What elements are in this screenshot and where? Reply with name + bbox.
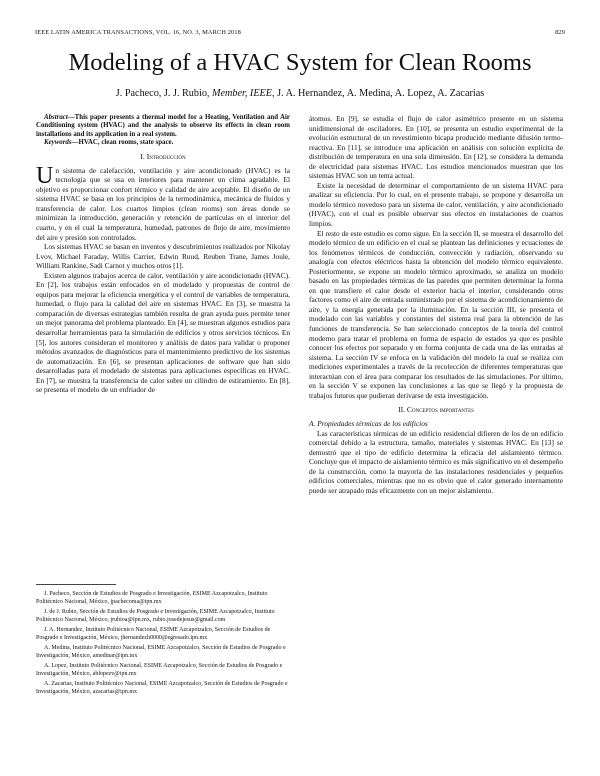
intro-paragraph-5: Existe la necesidad de determinar el comportamiento de un sistema HVAC para analizar su eficiencia. Por lo cual, en el presente trabajo, se propone y desarrolla un modelo térmico novedoso para un sistema de calor, ventilación, y aire acondicionado (HVAC), con el cual es posible observar sus efectos en instalaciones de cuartos limpios.: [309, 180, 563, 229]
footnote: A. Medina, Instituto Politécnico Nacional, ESIME Azcapotzalco, Sección de Estudios de Posgrado e Investigación, México, amedinar@ipn.mx: [36, 644, 286, 660]
intro-paragraph-3: Existen algunos trabajos acerca de calor, ventilación y aire acondicionado (HVAC). En [2], los trabajos están enfocados en el modelado y propuestas de control de equipos para mejorar la eficiencia energética y el control de variables de temperatura, humedad, o flujo para la calidad del aire en sistemas HVAC. En [3], se muestra la comparación de diversas estrategias también resulta de gran ayuda pues permite tener un mejor panorama del problema planteado. En [4], se muestran algunos estudios para desarrollar herramientas para la simulación de edificios y otros servicios técnicos. En [5], los autores consideran el monitoreo y análisis de datos para validar o proponer métodos avanzados de diagnósticos para el mantenimiento predictivo de los sistemas de automatización. En [6], se presentan aplicaciones de software que han sido desarrolladas para el modelado de sistemas para aplicaciones específicas en HVAC. En [7], se muestra la transferencia de calor sobre un cilindro de estiramiento. En [8], se presenta el modelo de un enfriador de: [36, 270, 290, 395]
section-heading-introduction: I. Introducción: [140, 152, 186, 162]
footnote: J. de J. Rubio, Sección de Estudios de Posgrado e Investigación, ESIME Azcapotzalco, Instituto Politécnico Nacional, México, jrubioa@ipn.mx, rubio.josedejesus@gmail.com: [36, 608, 275, 624]
author-membership: Member, IEEE: [212, 88, 272, 99]
paper-title: Modeling of a HVAC System for Clean Rooms: [68, 49, 532, 76]
keywords-text: —HVAC, clean rooms, state space.: [71, 138, 174, 146]
keywords: [36, 139, 290, 147]
subsection-heading-thermal-properties: A. Propiedades térmicas de los edificios: [309, 418, 428, 428]
footnote: A. Zacarias, Instituto Politécnico Nacional, ESIME Azcapotzalco, Sección de Estudios de Posgrado e Investigación, México, azacarias@ipn.mx: [36, 680, 288, 695]
footnote: J. A. Hernandez, Instituto Politécnico Nacional, ESIME Azcapotzalco, Sección de Estudios de Posgrado e Investigación, México, jhernandezh0000@egresado.ipn.mx: [36, 626, 271, 642]
author-names-rest: , J. A. Hernandez, A. Medina, A. Lopez, A. Zacarias: [272, 88, 485, 99]
journal-name: IEEE LATIN AMERICA TRANSACTIONS, VOL. 16, NO. 3, MARCH 2018: [35, 29, 241, 36]
footnote: J. Pacheco, Sección de Estudios de Posgrado e Investigación, ESIME Azcapotzalco, Instituto Politécnico Nacional, México, jpachecoma@ipn.mx: [36, 591, 268, 606]
concepts-paragraph-1: Las características térmicas de un edificio residencial difieren de los de un edificio comercial debido a la estructura, tamaño, materiales y sistemas HVAC. En [13] se demostró que el tipo de edificio determina la eficacia del aislamiento térmico. Concluye que el impacto de aislamiento térmico es más significativo en el desempeño de la construcción, como la mayoría de las instalaciones residenciales y pequeños edificios comerciales, mientras que no es obvio que el calor generado internamente puede ser atrapado más eficazmente con un mejor aislamiento.: [309, 428, 563, 495]
intro-paragraph-4: átomos. En [9], se estudia el flujo de calor asimétrico presente en un sistema unidimensional de osciladores. En [10], se presenta un estudio experimental de la evolución estructural de un revestimiento bicapa producido mediante difusión termo-reactiva. En [11], se introduce una aplicación en análisis con solución explícita de distribución de temperatura en una sola dimensión. En [12], se considera la demanda de electricidad para sistemas HVAC. Los estudios mencionados muestran que los sistemas HVAC son un tema actual.: [309, 114, 563, 181]
page-number: 829: [555, 29, 565, 36]
footnote: A. Lopez, Instituto Politécnico Nacional, ESIME Azcapotzalco, Sección de Estudios de Posgrado e Investigación, México, ablopezv@ipn.mx: [36, 662, 283, 678]
abstract: [36, 114, 290, 139]
intro-paragraph-6: El resto de este estudio es como sigue. En la sección II, se muestra el desarrollo del modelo térmico de un edificio en el cual se plantean las definiciones y ecuaciones de los fenómenos térmicos de conducción, convección y radiación, observando su analogía con efectos eléctricos hasta la obtención del modelo térmico equivalente. Posteriormente, se expone un modelo térmico aproximado, se analiza un modelo basado en las propiedades térmicas de las paredes que permiten determinar la forma en que transfiere el calor desde el exterior hacia el interior, considerando otros factores como el aire de entrada suministrado por el sistema de acondicionamiento de aire, y la energía generada por la iluminación. En la sección III, se presenta el modelado con las variables y constantes del sistema real para la obtención de las funciones de transferencia. Se han seleccionado conceptos de la teoría del control moderno para tratar el problema en forma de espacio de estados ya que es posible conocer los efectos por separado y en forma conjunta de cada una de las entradas al sistema. La sección IV se enfoca en la validación del modelo la cual se realiza con mediciones experimentales a través de la recolección de diferentes temperaturas que interactúan con el área para comparar los resultados de las simulaciones. Por último, en la sección V se exponen las conclusiones a las que se llegó y la propuesta de trabajos futuros que pudieran derivarse de esta investigación.: [309, 228, 563, 400]
left-column: [36, 114, 290, 395]
author-line: [0, 88, 600, 99]
drop-cap: U: [36, 162, 54, 189]
intro-paragraph-2: Los sistemas HVAC se basan en inventos y descubrimientos realizados por Nikolay Lvov, Michael Faraday, Willis Carrier, Edwin Ruud, Reuben Trane, James Joule, William Rankine, Sadi Carnot y muchos otros [1].: [36, 242, 290, 271]
running-head: [35, 29, 565, 36]
section-heading-concepts: II. Conceptos importantes: [398, 405, 474, 415]
author-footnotes: [36, 584, 290, 697]
footnote-rule: [36, 584, 116, 585]
abstract-text: —This paper presents a thermal model for a Heating, Ventilation and Air Conditioning system (HVAC) and the analysis to observe its effects in clean room installations and its application in a real system.: [36, 114, 290, 138]
intro-paragraph-1-text: n sistema de calefacción, ventilación y aire acondicionado (HVAC) es la tecnología que se usa en interiores para mantener un clima agradable. El objetivo es proporcionar confort térmico y calidad de aire aceptable. El diseño de un sistema HVAC se basa en los principios de la termodinámica, mecánica de fluidos y transferencia de calor. Los cuartos limpios (clean rooms) son áreas donde se minimizan la introducción, generación y retención de partículas en el interior del cuarto, y en el cual la temperatura, humedad, patrones de flujo de aire, movimiento del aire y presión son controlados.: [36, 165, 290, 242]
abstract-label: Abstract: [44, 114, 68, 121]
intro-paragraph-1: [36, 162, 290, 242]
keywords-label: Keywords: [44, 138, 72, 146]
author-names: J. Pacheco, J. J. Rubio,: [115, 88, 210, 99]
right-column: [309, 114, 563, 495]
